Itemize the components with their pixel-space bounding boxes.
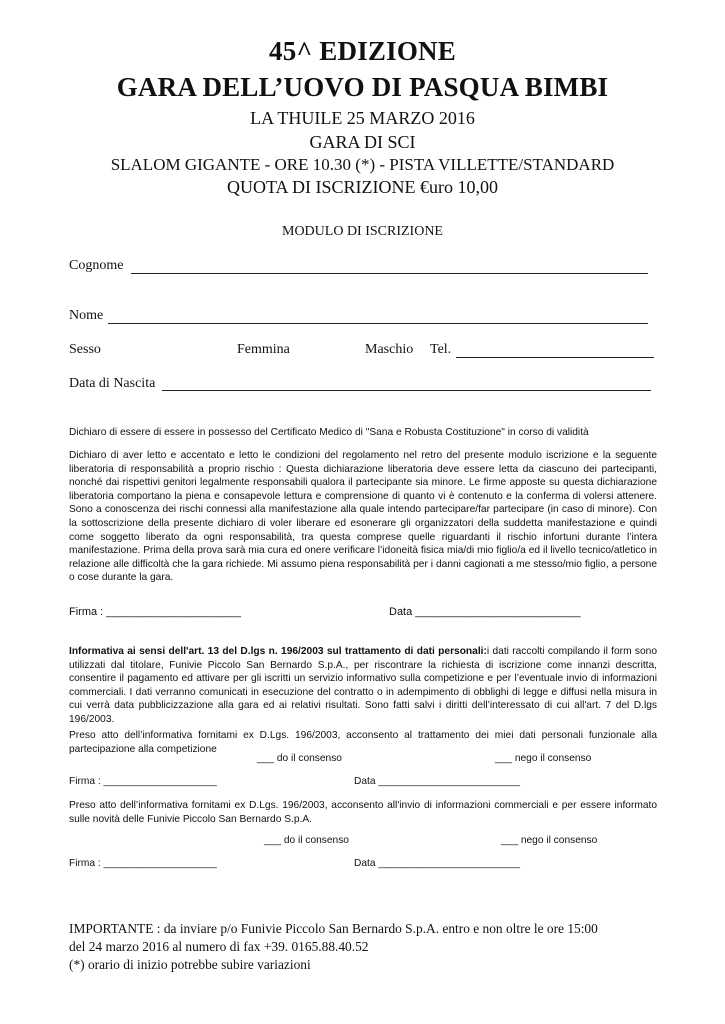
nome-field[interactable]	[108, 323, 648, 324]
race-details: SLALOM GIGANTE - ORE 10.30 (*) - PISTA VILLETTE/STANDARD	[110, 155, 615, 174]
footer-time-note: (*) orario di inizio potrebbe subire variazioni	[69, 957, 311, 972]
edition-title: 45^ EDIZIONE	[269, 36, 456, 66]
privacy-notice	[69, 645, 657, 727]
consent2-date[interactable]: Data _________________________	[354, 858, 520, 869]
cognome-label: Cognome	[69, 258, 124, 273]
footer-fax-note: del 24 marzo 2016 al numero di fax +39. 0165.88.40.52	[69, 939, 369, 954]
consent1-give-option[interactable]: ___ do il consenso	[257, 753, 342, 764]
consent-data-processing-text: Preso atto dell’informativa fornitami ex D.Lgs. 196/2003, acconsento al trattamento dei miei dati personali funzionale alla partecipazione alla competizione	[69, 730, 657, 755]
data-nascita-label: Data di Nascita	[69, 376, 156, 391]
form-title: MODULO DI ISCRIZIONE	[282, 224, 443, 239]
cognome-field[interactable]	[131, 273, 648, 274]
consent2-signature[interactable]: Firma : ____________________	[69, 858, 217, 869]
declaration-signature[interactable]: Firma : ______________________	[69, 606, 241, 618]
declaration-date[interactable]: Data ___________________________	[389, 606, 581, 618]
privacy-notice-text: i dati raccolti compilando il form sono utilizzati dal titolare, Funivie Piccolo San Bernardo S.p.A., per riscontrare la richiesta di iscrizione come innanzi descritta, consentire il pagamento ed attivare per gli iscritti un servizio informativo sulla competizione e per l’eventuale invio di informazioni commerciali. I dati verranno comunicati in esecuzione del contratto o in adempimento di obblighi di legge e diffusi nella misura in cui verrà data pubblicizzazione alla gara ed ai relativi risultati. Sono fatti salvi i diritti dell’interessato di cui all'art. 7 del D.lgs 196/2003.	[69, 646, 657, 725]
consent1-date[interactable]: Data _________________________	[354, 776, 520, 787]
medical-certificate-statement: Dichiaro di essere di essere in possesso del Certificato Medico di "Sana e Robusta Costituzione" in corso di validità	[69, 427, 589, 438]
consent2-deny-option[interactable]: ___ nego il consenso	[501, 835, 598, 846]
liability-waiver-text: Dichiaro di aver letto e accentato e letto le condizioni del regolamento nel retro del presente modulo iscrizione e la seguente liberatoria di responsabilità a proprio rischio : Questa dichiarazione liberatoria deve essere letta da ciascuno dei partecipanti, nonché dai rispettivi genitori legalmente responsabili qualora il partecipante sia minore. Le firme apposte su questa dichiarazione liberatoria comportano la piena e consapevole lettura e comprensione di quanto vi è contenuto e la conferma di volersi attenere. Sono a conoscenza dei rischi connessi alla manifestazione alla quale intendo partecipare/far partecipare (in caso di minore). Con la sottoscrizione della presente dichiaro di voler liberare ed esonerare gli organizzatori della suddetta manifestazione e quindi come soggetto liberato da ogni responsabilità, tra questa comprese quelle riguardanti il rischio infortuni durante l’intera manifestazione. Prima della prova sarà mia cura ed onere verificare l’idoneità fisica mia/di mio figlio/a ed il livello tecnico/atletico in relazione alle difficoltà che la gara richiede. Mi assumo piena responsabilità per i danni cagionati a me stesso/mio figlio, a persone o cose durante la gara.	[69, 450, 657, 584]
data-nascita-field[interactable]	[162, 390, 651, 391]
race-type: GARA DI SCI	[309, 132, 416, 152]
consent1-deny-option[interactable]: ___ nego il consenso	[495, 753, 592, 764]
privacy-notice-heading: Informativa ai sensi dell'art. 13 del D.lgs n. 196/2003 sul trattamento di dati personali:	[69, 646, 487, 657]
femmina-option[interactable]: Femmina	[237, 342, 290, 357]
sesso-label: Sesso	[69, 342, 101, 357]
consent1-signature[interactable]: Firma : ____________________	[69, 776, 217, 787]
tel-label: Tel.	[430, 342, 452, 357]
tel-field[interactable]	[456, 357, 654, 358]
race-place-date: LA THUILE 25 MARZO 2016	[250, 108, 475, 128]
consent2-give-option[interactable]: ___ do il consenso	[264, 835, 349, 846]
consent-commercial-text: Preso atto dell’informativa fornitami ex D.Lgs. 196/2003, acconsento all'invio di informazioni commerciali e per essere informato sulle novità delle Funivie Piccolo San Bernardo S.p.A.	[69, 800, 657, 825]
race-title: GARA DELL’UOVO DI PASQUA BIMBI	[116, 72, 609, 102]
footer-important-note: IMPORTANTE : da inviare p/o Funivie Piccolo San Bernardo S.p.A. entro e non oltre le ore 15:00	[69, 921, 598, 936]
registration-fee: QUOTA DI ISCRIZIONE €uro 10,00	[226, 177, 499, 197]
nome-label: Nome	[69, 308, 104, 323]
maschio-option[interactable]: Maschio	[365, 342, 414, 357]
